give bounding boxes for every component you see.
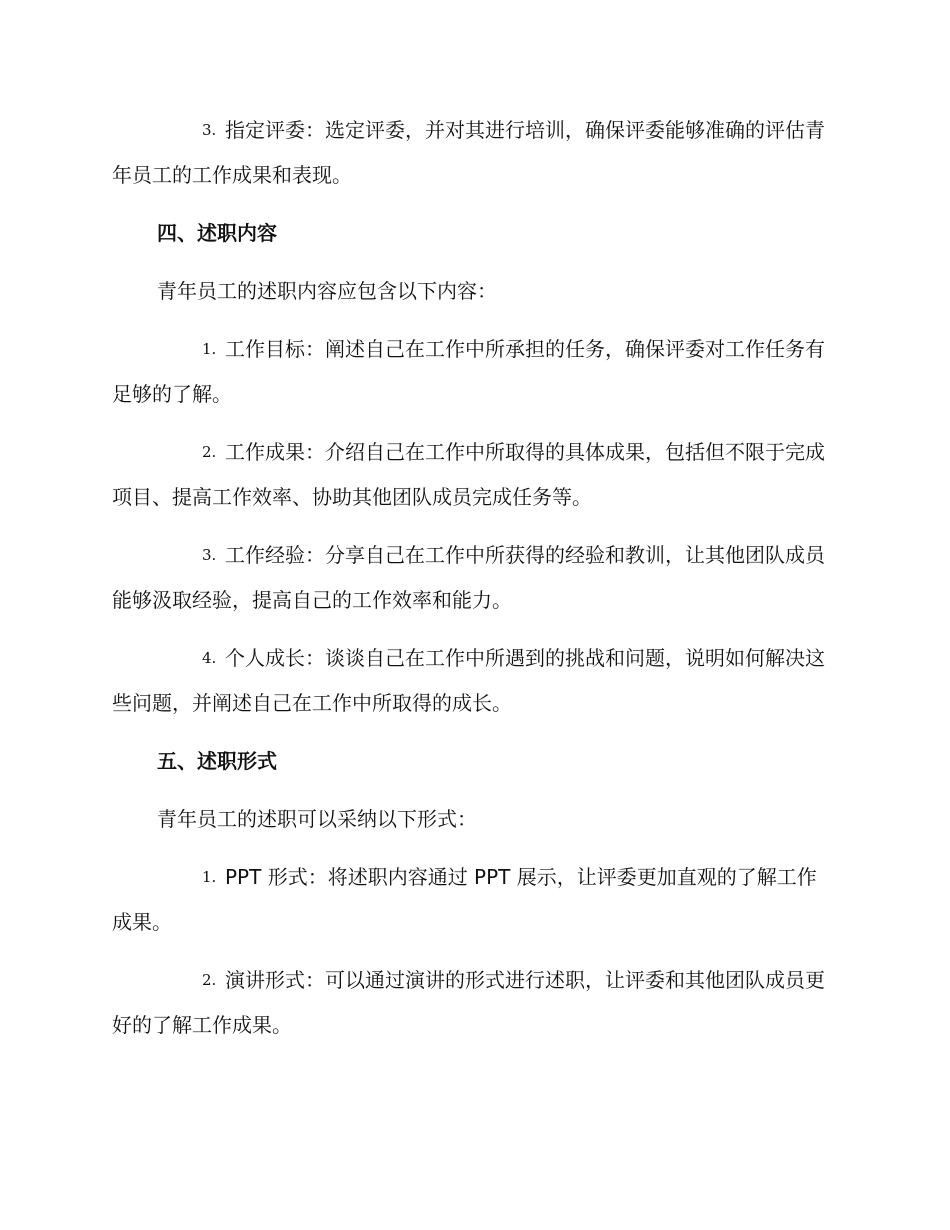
list-item-text: 工作成果：介绍自己在工作中所取得的具体成果，包括但不限于完成项目、提高工作效率、协助其他团队成员完成任务等。 (112, 440, 825, 509)
list-number: 3. (202, 121, 217, 139)
paragraph: 青年员工的述职可以采纳以下形式： (157, 807, 477, 831)
list-item (112, 327, 834, 417)
list-item-text: 个人成长：谈谈自己在工作中所遇到的挑战和问题，说明如何解决这些问题，并阐述自己在工作中所取得的成长。 (112, 646, 825, 715)
list-number: 1. (202, 340, 217, 358)
list-item (112, 636, 834, 726)
list-number: 4. (202, 649, 217, 667)
section-heading: 五、述职形式 (157, 749, 277, 773)
list-item (112, 108, 834, 198)
list-item-text: PPT 形式：将述职内容通过 PPT 展示，让评委更加直观的了解工作成果。 (112, 865, 817, 934)
paragraph: 青年员工的述职内容应包含以下内容： (157, 279, 497, 303)
list-number: 1. (202, 868, 217, 886)
list-item (112, 855, 834, 945)
list-item-text: 工作目标：阐述自己在工作中所承担的任务，确保评委对工作任务有足够的了解。 (112, 337, 825, 406)
list-number: 3. (202, 546, 217, 564)
list-item-text: 演讲形式：可以通过演讲的形式进行述职，让评委和其他团队成员更好的了解工作成果。 (112, 968, 825, 1037)
list-item (112, 958, 834, 1048)
list-item-text: 工作经验：分享自己在工作中所获得的经验和教训，让其他团队成员能够汲取经验，提高自己的工作效率和能力。 (112, 543, 825, 612)
list-item-text: 指定评委：选定评委，并对其进行培训，确保评委能够准确的评估青年员工的工作成果和表现。 (112, 118, 825, 187)
list-item (112, 533, 834, 623)
list-number: 2. (202, 443, 217, 461)
document-body (112, 108, 834, 1061)
list-number: 2. (202, 971, 217, 989)
section-heading: 四、述职内容 (157, 221, 277, 245)
list-item (112, 430, 834, 520)
